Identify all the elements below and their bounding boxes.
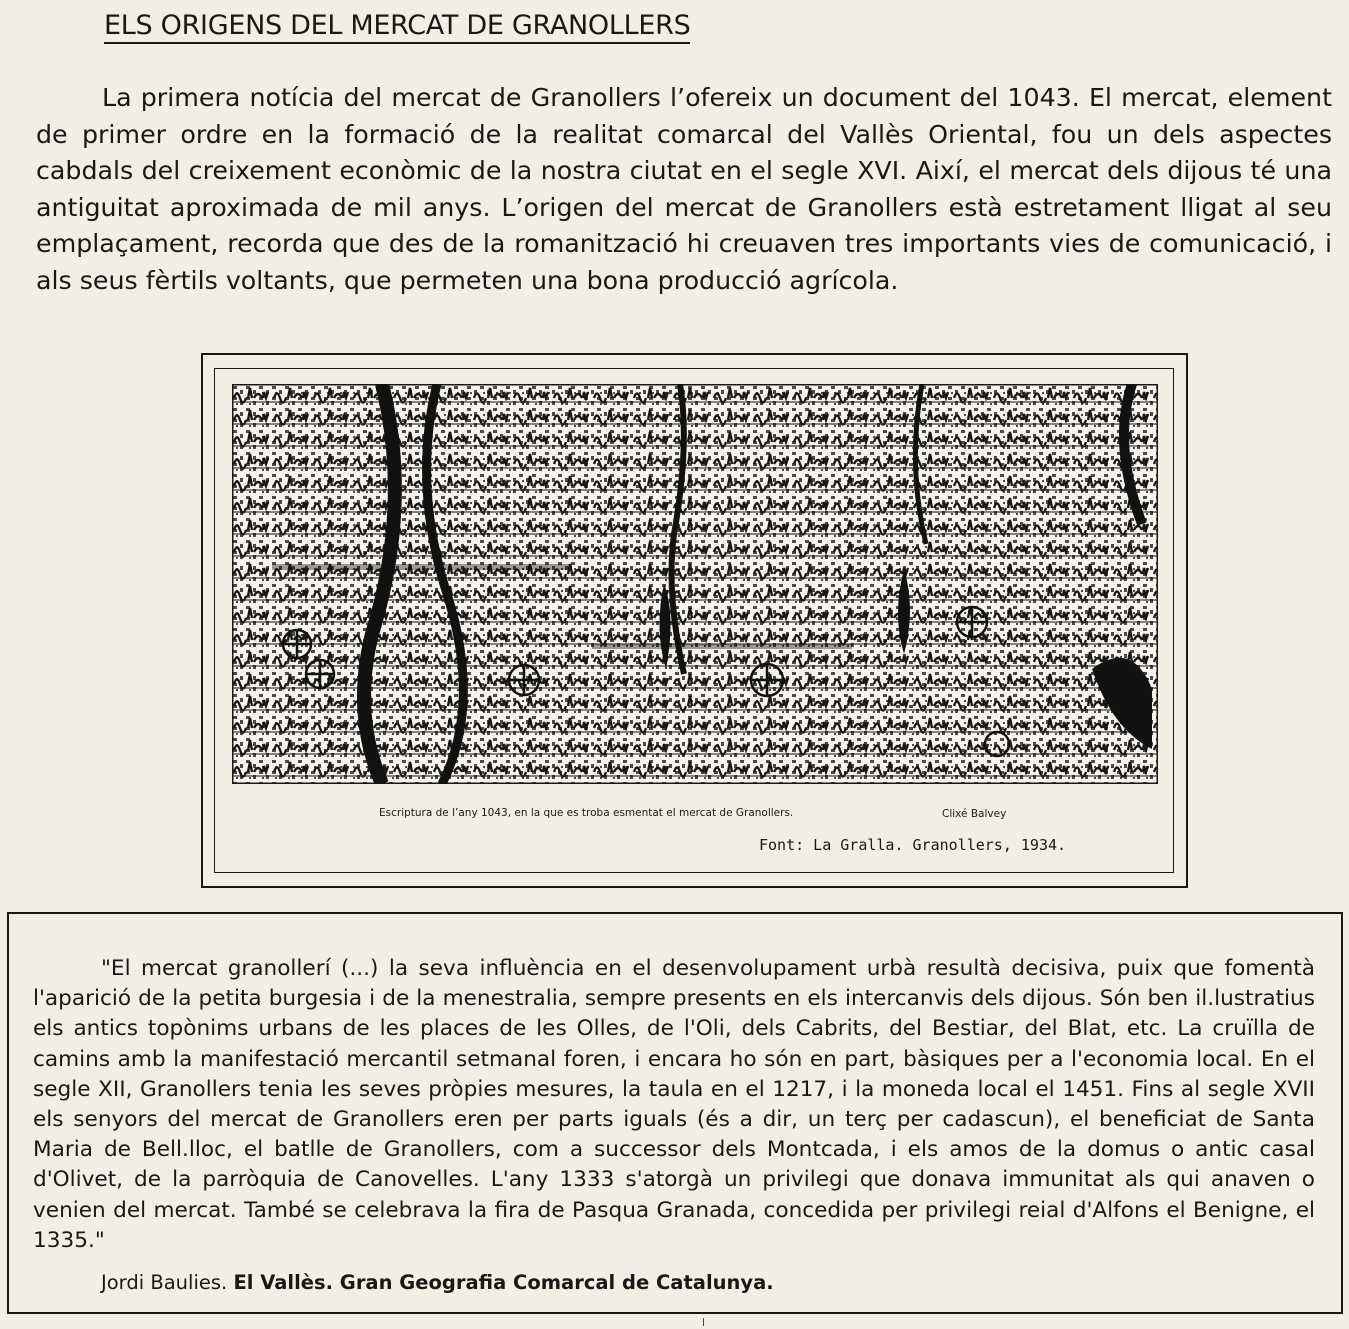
figure-inner-frame [214,368,1174,873]
article-title: ELS ORIGENS DEL MERCAT DE GRANOLLERS [104,10,690,44]
quote-attribution [101,1271,774,1294]
quote-book: El Vallès. Gran Geografia Comarcal de Catalunya. [233,1271,774,1294]
figure-credit: Clixé Balvey [942,808,1007,820]
stray-mark [703,1318,704,1326]
manuscript-image [232,384,1158,784]
figure-frame [201,353,1188,888]
quote-box [7,912,1343,1314]
quote-text: "El mercat granollerí (...) la seva influència en el desenvolupament urbà resultà decisiva, puix que fomentà l'aparició de la petita burgesia i de la menestralia, sempre presents en els intercanvis dels dijous. Són ben il.lustratius els antics topònims urbans de les places de les Olles, de l'Oli, dels Cabrits, del Bestiar, del Blat, etc. La cruïlla de camins amb la manifestació mercantil setmanal foren, i encara ho són en part, bàsiques per a l'economia local. En el segle XII, Granollers tenia les seves pròpies mesures, la taula en el 1217, i la moneda local el 1451. Fins al segle XVII els senyors del mercat de Granollers eren per parts iguals (és a dir, un terç per cadascun), el beneficiat de Santa Maria de Bell.lloc, el batlle de Granollers, com a successor dels Montcada, i els amos de la domus o antic casal d'Olivet, de la parròquia de Canovelles. L'any 1333 s'atorgà un privilegi que donava immunitat als qui anaven o venien del mercat. També se celebrava la fira de Pasqua Granada, concedida per privilegi reial d'Alfons el Benigne, el 1335." [33,956,1315,1253]
figure-caption: Escriptura de l’any 1043, en la que es troba esmentat el mercat de Granollers. [379,807,794,819]
figure-source: Font: La Gralla. Granollers, 1934. [759,836,1067,854]
intro-paragraph: La primera notícia del mercat de Granollers l’ofereix un document del 1043. El mercat, element de primer ordre en la formació de la realitat comarcal del Vallès Oriental, fou un dels aspectes cabdals del creixement econòmic de la nostra ciutat en el segle XVI. Així, el mercat dels dijous té una antiguitat aproximada de mil anys. L’origen del mercat de Granollers està estretament lligat al seu emplaçament, recorda que des de la romanització hi creuaven tres importants vies de comunicació, i als seus fèrtils voltants, que permeten una bona producció agrícola. [36,83,1332,295]
quote-author: Jordi Baulies. [101,1271,228,1294]
